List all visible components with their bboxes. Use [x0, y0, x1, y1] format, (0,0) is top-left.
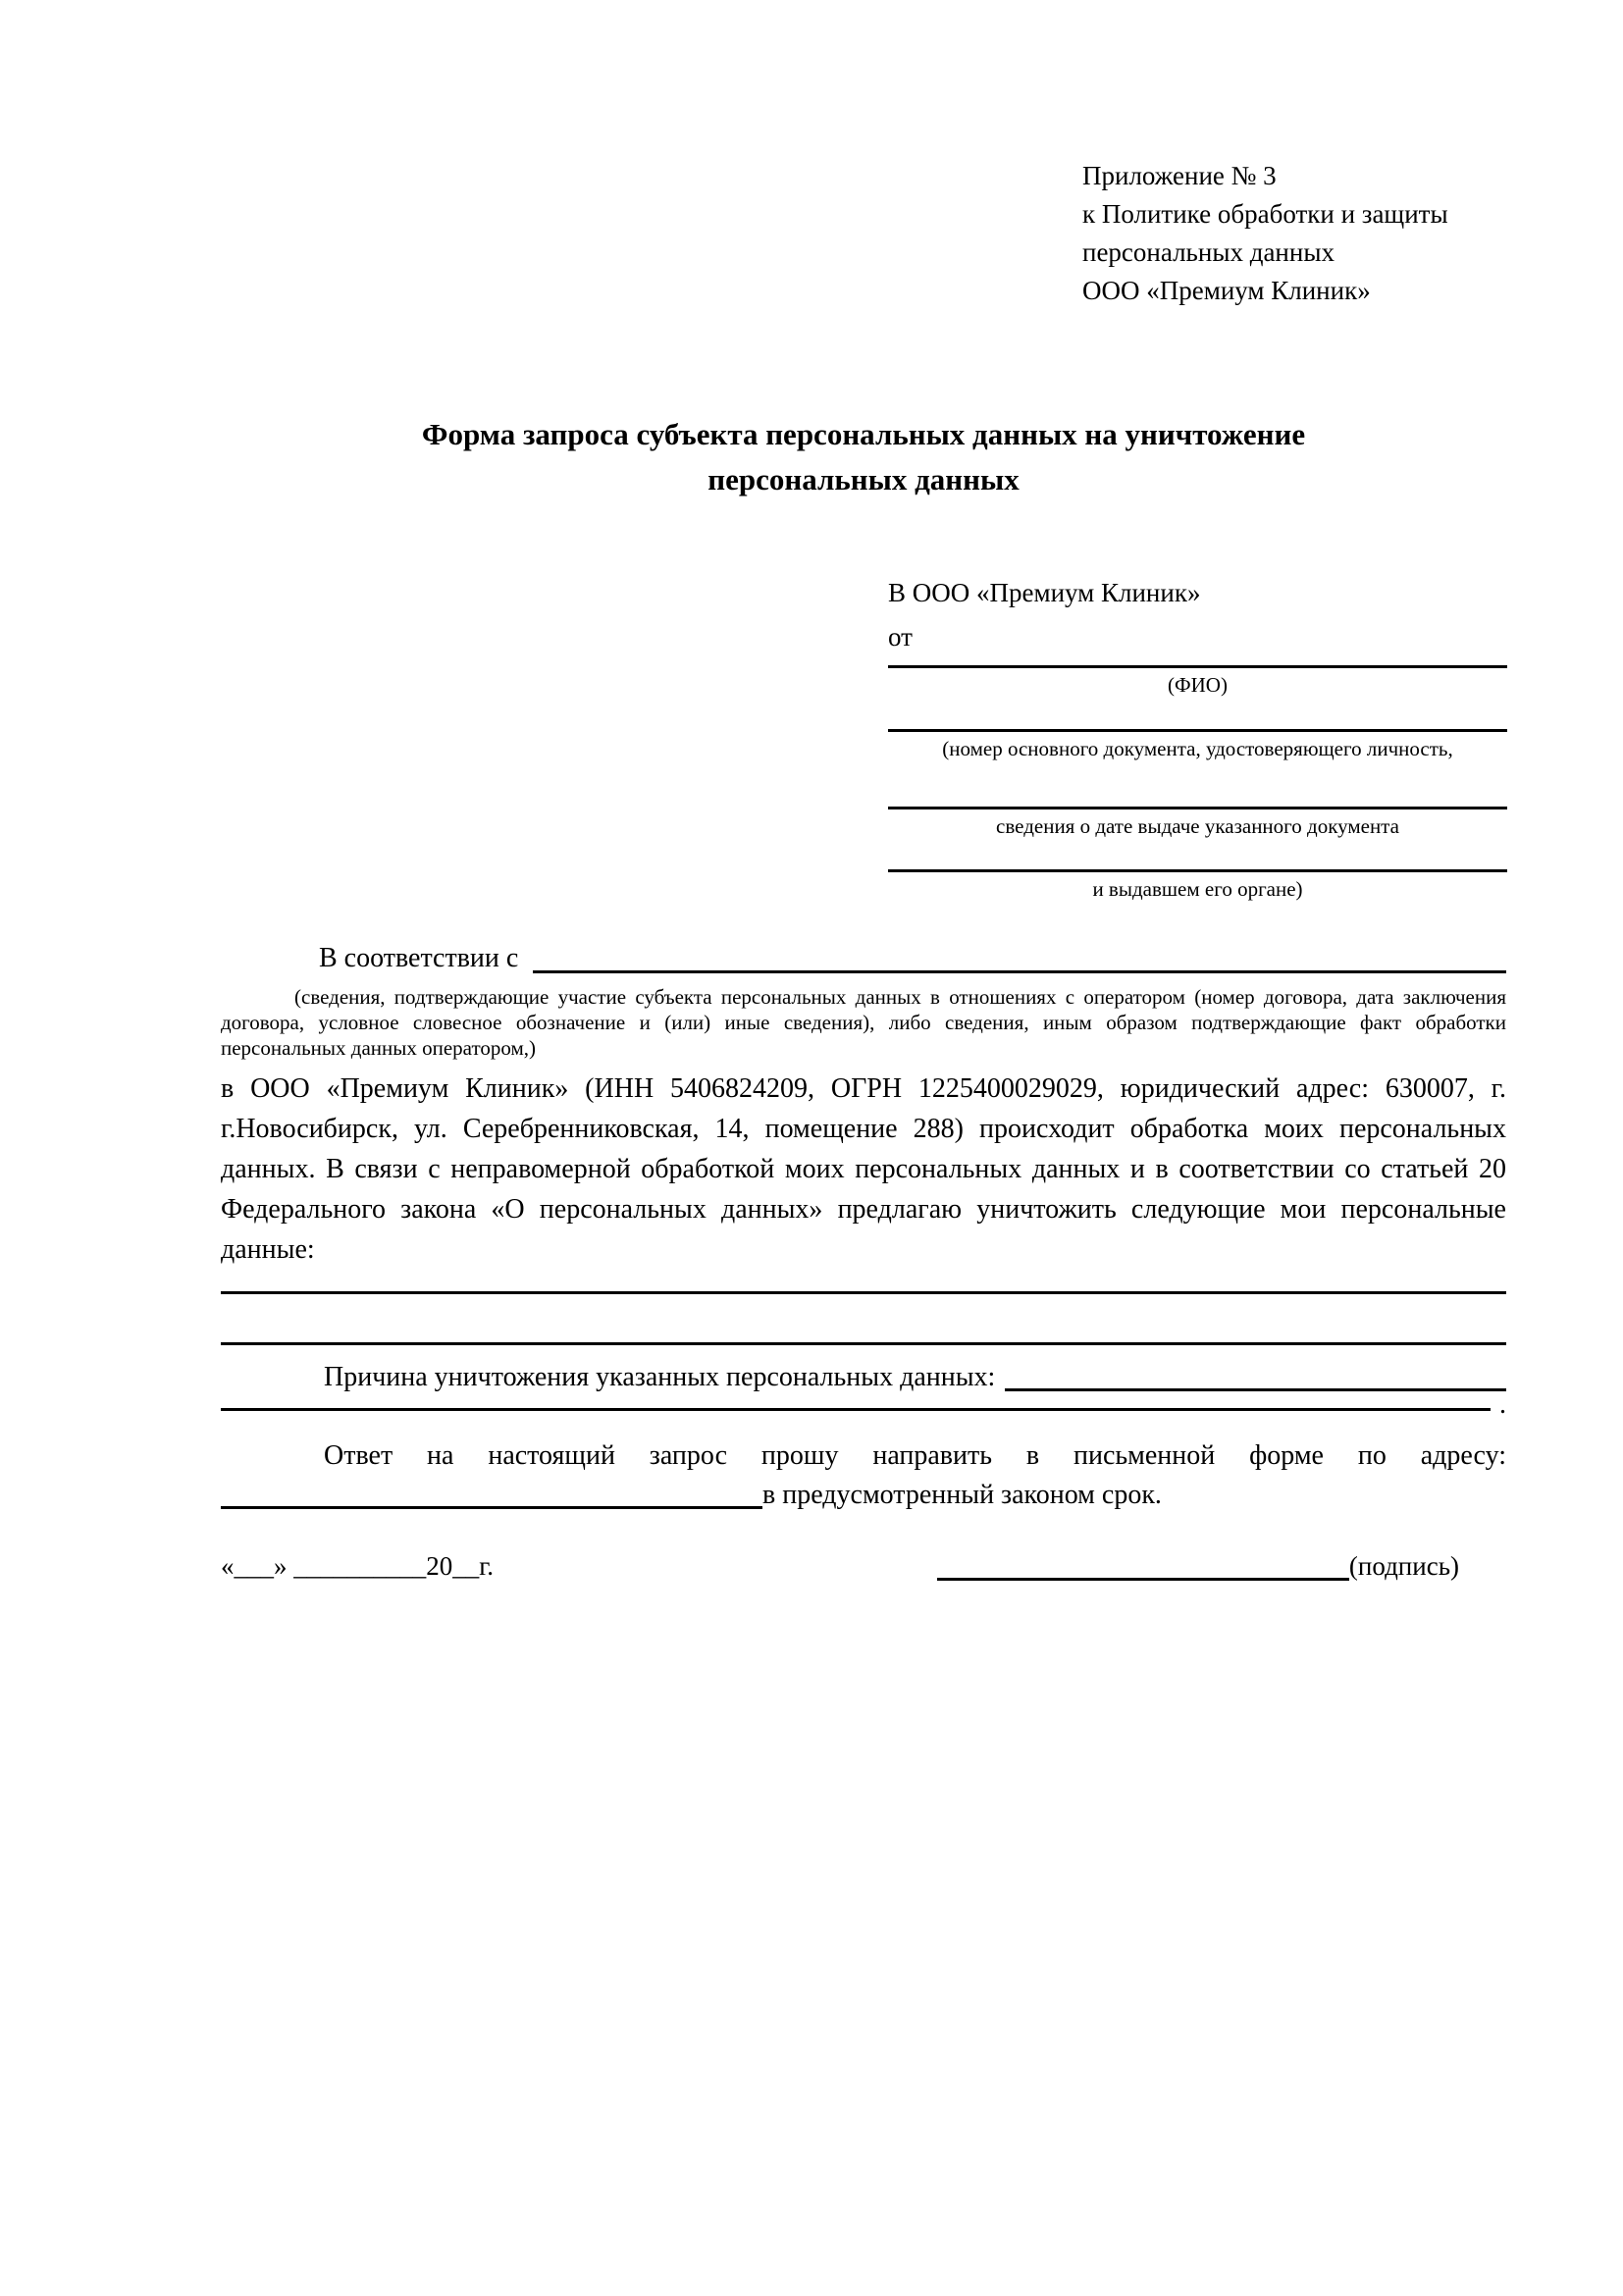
fio-blank-line: [888, 659, 1507, 668]
appendix-line: персональных данных: [1082, 237, 1335, 267]
issue-date-caption: сведения о дате выдаче указанного документа: [996, 814, 1399, 838]
body-paragraph: в ООО «Премиум Клиник» (ИНН 5406824209, ОГРН 1225400029029, юридический адрес: 630007, г. г.Новосибирск, ул. Серебренниковская, 14, помещение 288) происходит обработка моих персональных данных. В связи с неправомерной обработкой моих персональных данных и в соответствии со статьей 20 Федерального закона «О персональных данных» предлагаю уничтожить следующие мои персональные данные:: [221, 1073, 1506, 1265]
answer-tail-text: в предусмотренный законом срок.: [762, 1480, 1162, 1510]
reason-continuation-blank-line: [221, 1408, 1491, 1411]
reason-blank-line: [1005, 1355, 1506, 1391]
address-row: [221, 1476, 1506, 1515]
issue-date-blank-line: [888, 761, 1507, 809]
signature-caption: (подпись): [1348, 1551, 1459, 1581]
addressee-from-label: от: [888, 622, 913, 652]
address-blank-line: [221, 1476, 762, 1509]
document-title-line-2: персональных данных: [707, 462, 1020, 496]
appendix-block: [1082, 157, 1506, 310]
appendix-line: Приложение № 3: [1082, 161, 1277, 190]
fio-caption: (ФИО): [1168, 673, 1228, 697]
reason-line-period: .: [1499, 1389, 1506, 1420]
signature-blank-line: [937, 1544, 1349, 1581]
appendix-line: к Политике обработки и защиты: [1082, 199, 1448, 229]
addressee-block: [888, 571, 1507, 902]
signature-group: [937, 1544, 1459, 1589]
addressee-to: В ООО «Премиум Клиник»: [888, 578, 1201, 607]
accordance-note: (сведения, подтверждающие участие субъекта персональных данных в отношениях с оператором (номер договора, дата заключения договора, условное словесное обозначение и (или) иные сведения), либо сведения, иным образом подтверждающие факт обработки персональных данных оператором,): [221, 985, 1506, 1060]
date-blank-text: «___» __________20__г.: [221, 1551, 495, 1581]
personal-data-blank-line-2: [221, 1294, 1506, 1345]
document-number-caption: (номер основного документа, удостоверяющего личность,: [942, 737, 1453, 760]
document-number-blank-line: [888, 698, 1507, 732]
reason-continuation-row: [221, 1389, 1506, 1420]
accordance-lead-text: В соответствии с: [319, 943, 526, 973]
issuing-authority-blank-line: [888, 839, 1507, 872]
issuing-authority-caption: и выдавшем его органе): [1092, 877, 1303, 901]
accordance-row: [221, 939, 1506, 978]
reason-row: [221, 1355, 1506, 1399]
appendix-line: ООО «Премиум Клиник»: [1082, 276, 1371, 305]
answer-paragraph: Ответ на настоящий запрос прошу направить в письменной форме по адресу:: [324, 1440, 1506, 1471]
reason-label: Причина уничтожения указанных персональных данных:: [324, 1362, 996, 1392]
date-signature-row: [221, 1544, 1506, 1589]
document-title-line-1: Форма запроса субъекта персональных данных на уничтожение: [421, 417, 1306, 451]
accordance-blank-line: [533, 939, 1506, 973]
personal-data-blank-line-1: [221, 1270, 1506, 1294]
document-title: [221, 412, 1506, 502]
